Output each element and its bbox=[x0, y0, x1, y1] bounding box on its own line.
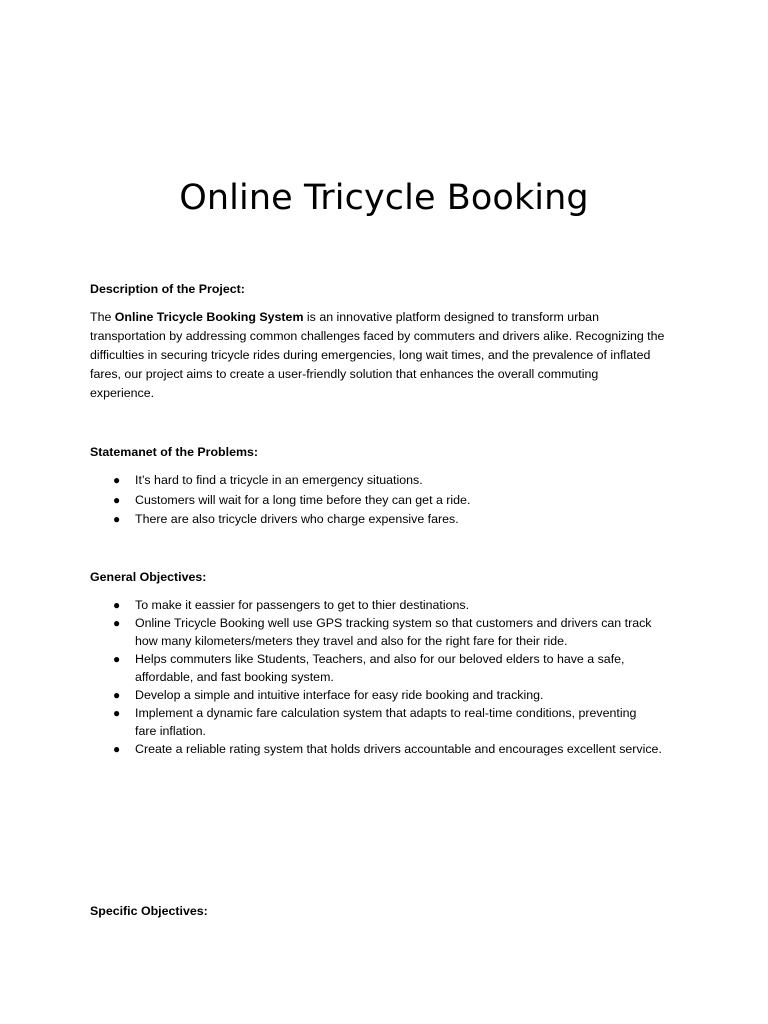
general-objectives-heading: General Objectives: bbox=[90, 570, 207, 584]
list-item-text: how many kilometers/meters they travel and also for the right fare for their ride. bbox=[135, 634, 568, 648]
description-line: fares, our project aims to create a user-friendly solution that enhances the overall commuting bbox=[90, 367, 599, 381]
list-item bbox=[90, 471, 690, 491]
description-line: transportation by addressing common challenges faced by commuters and drivers alike. Recognizing the bbox=[90, 329, 665, 343]
list-item-text: Customers will wait for a long time before they can get a ride. bbox=[135, 492, 471, 507]
list-item-text: fare inflation. bbox=[135, 724, 206, 738]
description-line: experience. bbox=[90, 386, 155, 400]
list-item-text: It’s hard to find a tricycle in an emergency situations. bbox=[135, 473, 423, 487]
specific-objectives-heading: Specific Objectives: bbox=[90, 904, 208, 918]
list-item bbox=[90, 510, 690, 530]
list-item bbox=[90, 650, 690, 686]
bullet-icon: ● bbox=[113, 652, 121, 666]
bullet-icon: ● bbox=[113, 492, 121, 507]
list-item bbox=[90, 614, 690, 650]
list-item bbox=[90, 491, 690, 511]
description-lead: The bbox=[90, 310, 115, 324]
list-item bbox=[90, 704, 690, 740]
list-item bbox=[90, 686, 690, 704]
description-line: is an innovative platform designed to transform urban bbox=[303, 310, 599, 324]
problems-list bbox=[90, 471, 690, 530]
list-item bbox=[90, 740, 690, 758]
list-item-text: affordable, and fast booking system. bbox=[135, 670, 334, 684]
list-item-text: Implement a dynamic fare calculation system that adapts to real-time conditions, preventing bbox=[135, 706, 637, 720]
description-paragraph bbox=[90, 308, 690, 403]
description-line: difficulties in securing tricycle rides during emergencies, long wait times, and the prevalence of inflated bbox=[90, 348, 651, 362]
list-item-text: Create a reliable rating system that holds drivers accountable and encourages excellent service. bbox=[135, 742, 662, 756]
bullet-icon: ● bbox=[113, 616, 121, 630]
bullet-icon: ● bbox=[113, 473, 121, 487]
bullet-icon: ● bbox=[113, 512, 121, 526]
list-item-text: There are also tricycle drivers who charge expensive fares. bbox=[135, 512, 459, 526]
bullet-icon: ● bbox=[113, 706, 121, 720]
description-heading: Description of the Project: bbox=[90, 282, 245, 296]
bullet-icon: ● bbox=[113, 688, 121, 702]
list-item-text: To make it eassier for passengers to get to thier destinations. bbox=[135, 598, 470, 612]
description-bold-name: Online Tricycle Booking System bbox=[114, 310, 304, 324]
list-item-text: Online Tricycle Booking well use GPS tracking system so that customers and drivers can track bbox=[135, 616, 652, 630]
problems-heading: Statemanet of the Problems: bbox=[90, 445, 258, 459]
general-objectives-list bbox=[90, 596, 690, 758]
bullet-icon: ● bbox=[113, 742, 121, 756]
list-item bbox=[90, 596, 690, 614]
list-item-text: Develop a simple and intuitive interface for easy ride booking and tracking. bbox=[135, 688, 544, 702]
list-item-text: Helps commuters like Students, Teachers, and also for our beloved elders to have a safe, bbox=[135, 652, 625, 666]
document-title: Online Tricycle Booking bbox=[179, 178, 589, 218]
bullet-icon: ● bbox=[113, 598, 121, 612]
